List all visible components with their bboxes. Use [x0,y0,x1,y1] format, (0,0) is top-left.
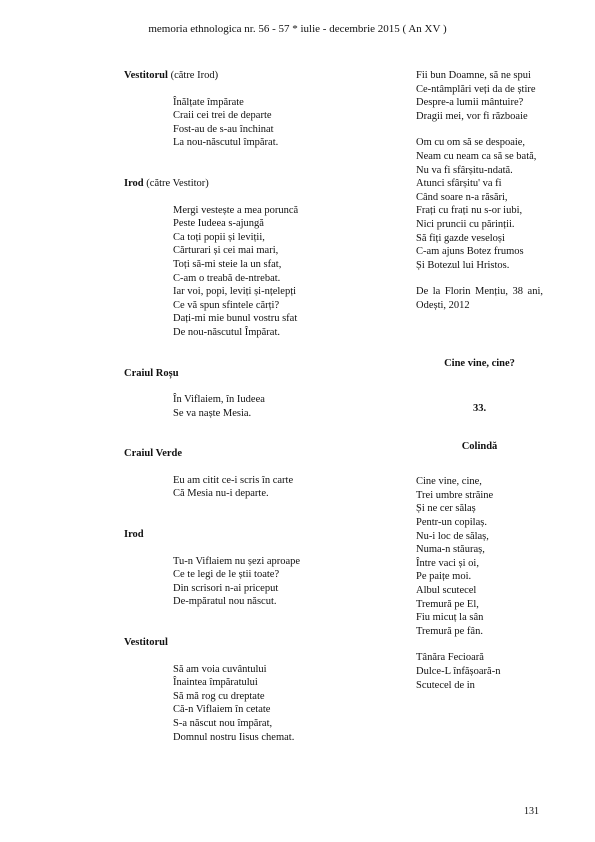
stage-direction: (către Vestitor) [146,177,209,189]
verse-line: C-am ajuns Botez frumos [416,246,524,258]
speaker-name: Irod [124,177,144,189]
verse-line: C-am o treabă de-ntrebat. [173,272,281,284]
verse-line: Ce te legi de le știi toate? [173,569,280,581]
verse-line: Dați-mi mie bunul vostru sfat [173,313,298,325]
verse-line: Eu am citit ce-i scris în carte [173,474,294,486]
verse-block [124,474,404,501]
verse-line: Fiu micuț la sân [416,612,484,624]
speaker-heading [124,177,404,191]
speaker-heading [124,636,404,650]
verse-block [124,96,404,150]
verse-line: Pentr-un copilaș. [416,517,487,529]
verse-line: Albul scutecel [416,585,477,597]
verse-line: Să mă rog cu dreptate [173,690,265,702]
verse-line: Că Mesia nu-i departe. [173,488,269,500]
left-column [124,69,404,744]
speaker-name: Vestitorul [124,70,168,81]
verse-line: Ca toți popii și leviții, [173,231,265,243]
verse-line: Numa-n stăuraș, [416,544,485,556]
stage-direction: (către Irod) [170,70,219,81]
verse-line: Ce vă spun sfintele cărți? [173,299,280,311]
verse-line: Tânăra Fecioară [416,652,484,664]
verse-line: Cărturari și cei mai mari, [173,245,279,257]
verse-line: Când soare n-a răsări, [416,191,508,203]
verse-line: Mergi vestește a mea poruncă [173,204,299,216]
speaker-name: Craiul Verde [124,448,183,460]
verse-block [416,651,543,692]
verse-block [124,663,404,745]
verse-line: Dulce-L înfășoară-n [416,666,501,677]
verse-line: Se va naște Mesia. [173,407,252,419]
speaker-name: Craiul Roșu [124,367,179,379]
verse-line: Frați cu frați nu s-or iubi, [416,205,523,217]
verse-line: Om cu om să se despoaie, [416,137,526,149]
verse-line: S-a născut nou împărat, [173,718,273,729]
verse-line: Nici pruncii cu părinții. [416,218,515,230]
verse-line: Craii cei trei de departe [173,110,272,122]
verse-line: Cine vine, cine, [416,476,482,488]
verse-line: Domnul nostru Iisus chemat. [173,731,295,743]
verse-line: Pe paițe moi. [416,571,472,583]
verse-line: Și Botezul lui Hristos. [416,259,510,271]
informant-source: De la Florin Mențiu, 38 ani, Odești, 2012 [416,286,543,311]
page-number: 131 [524,806,539,817]
verse-block [416,69,543,123]
verse-line: Că-n Viflaiem în cetate [173,704,271,716]
verse-line: De nou-născutul Împărat. [173,326,281,338]
verse-line: Iar voi, popi, leviți și-nțelepți [173,286,297,298]
verse-line: Nu-i loc de sălaș, [416,530,489,542]
song-title: Cine vine, cine? [444,357,515,369]
right-column [416,69,543,692]
source-note [416,285,543,312]
verse-line: Din scrisori n-ai priceput [173,582,279,594]
verse-block [124,204,404,340]
verse-line: La nou-născutul împărat. [173,137,279,149]
verse-line: Tremură pe El, [416,598,479,610]
verse-line: Înălțate împărate [173,96,244,108]
verse-line: Scutecel de in [416,679,475,691]
speaker-heading [124,367,404,381]
verse-block [124,555,404,609]
verse-line: Să fiți gazde veseloși [416,232,505,244]
verse-line: De-mpăratul nou născut. [173,596,277,608]
speaker-name: Vestitorul [124,637,168,649]
verse-block [416,475,543,638]
verse-line: Fii bun Doamne, să ne spui [416,70,531,81]
verse-line: Fost-au de s-au închinat [173,123,274,135]
verse-line: Atunci sfârșitu' va fi [416,178,502,190]
speaker-heading [124,69,404,83]
running-header: memoria ethnologica nr. 56 - 57 * iulie - decembrie 2015 ( An XV ) [148,23,447,35]
verse-line: Trei umbre străine [416,489,494,501]
verse-line: Între vaci și oi, [416,557,479,569]
verse-line: Peste Iudeea s-ajungă [173,218,264,230]
verse-line: Să am voia cuvântului [173,663,267,675]
verse-line: Dragii mei, vor fi războaie [416,110,528,122]
verse-line: Despre-a lumii mântuire? [416,97,524,109]
speaker-heading [124,528,404,542]
verse-line: Toți să-mi steie la un sfat, [173,258,282,270]
verse-line: Tu-n Viflaiem nu șezi aproape [173,555,301,567]
speaker-heading [124,447,404,461]
speaker-name: Irod [124,529,144,541]
verse-line: Înaintea împăratului [173,677,258,689]
verse-line: Neam cu neam ca să se bată, [416,150,537,162]
song-number: 33. [472,403,487,415]
verse-line: Tremură pe fân. [416,625,483,637]
verse-block [416,136,543,272]
verse-line: Și ne cer sălaș [416,503,476,515]
song-genre: Colindă [461,440,498,452]
verse-block [124,393,404,420]
verse-line: Ce-ntâmplări veți da de știre [416,83,536,95]
verse-line: În Viflaiem, în Iudeea [173,394,265,406]
verse-line: Nu va fi sfârșitu-ndată. [416,164,513,176]
